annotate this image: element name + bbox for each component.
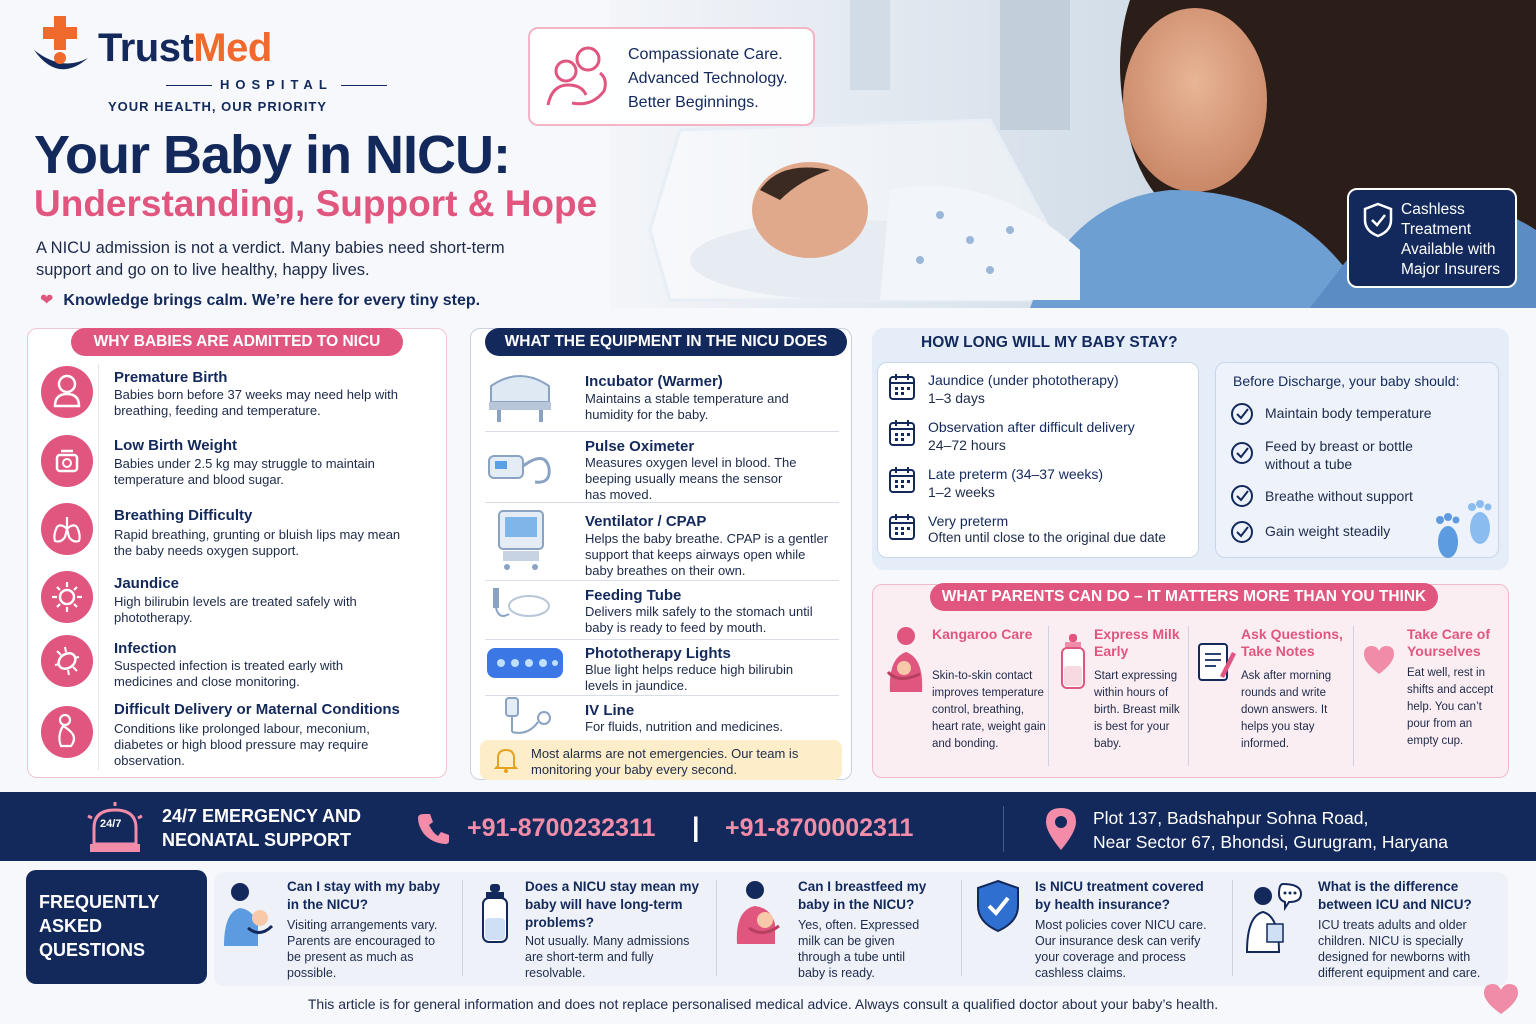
- parents-item-title: Ask Questions, Take Notes: [1241, 626, 1343, 659]
- faq-question: Can I stay with my baby in the NICU?: [287, 879, 441, 912]
- pregnant-icon: [41, 706, 93, 758]
- stay-item-value: Often until close to the original due date: [928, 530, 1166, 545]
- stay-item-title: Very preterm: [928, 513, 1009, 529]
- parents-item-title: Express Milk Early: [1094, 626, 1180, 659]
- parents-heading: WHAT PARENTS CAN DO – IT MATTERS MORE THAN YOU THINK: [930, 583, 1438, 611]
- discharge-item: Feed by breast or bottle without a tube: [1265, 438, 1413, 472]
- parents-item-desc: Ask after morning rounds and write down answers. It helps you stay informed.: [1241, 670, 1332, 750]
- trustmed-logo-icon: [30, 14, 92, 85]
- emergency-badge-text: 24/7: [100, 818, 122, 830]
- equipment-desc: For fluids, nutrition and medicines.: [585, 719, 783, 734]
- equipment-title: Pulse Oximeter: [585, 438, 695, 455]
- check-circle-icon: [1230, 520, 1254, 549]
- stay-item-value: 24–72 hours: [928, 437, 1006, 453]
- address-line-1: Plot 137, Badshahpur Sohna Road,: [1093, 808, 1369, 828]
- feeding-tube-icon: [485, 584, 557, 633]
- sun-icon: [41, 571, 93, 623]
- page-title: Your Baby in NICU:: [34, 125, 511, 185]
- faq-heading-box: [26, 870, 207, 984]
- discharge-item: Maintain body temperature: [1265, 405, 1432, 421]
- emergency-label: 24/7 EMERGENCY AND NEONATAL SUPPORT: [162, 806, 362, 850]
- faq-question: Is NICU treatment covered by health insurance?: [1035, 879, 1204, 912]
- breastfeeding-icon: [731, 876, 787, 951]
- equipment-heading: WHAT THE EQUIPMENT IN THE NICU DOES: [485, 328, 847, 356]
- check-circle-icon: [1230, 484, 1254, 513]
- parents-item-title: Take Care of Yourselves: [1407, 626, 1490, 659]
- brand-name: TrustMed: [98, 26, 272, 70]
- scale-icon: [41, 435, 93, 487]
- stay-list: [877, 362, 1199, 558]
- calendar-icon: [887, 512, 917, 547]
- why-item-title: Difficult Delivery or Maternal Conditions: [114, 701, 400, 718]
- tagline-line-2: Advanced Technology.: [628, 70, 788, 87]
- divider: [462, 880, 463, 976]
- why-item-title: Jaundice: [114, 575, 180, 592]
- divider: [716, 880, 717, 976]
- faq-answer: Visiting arrangements vary. Parents are encouraged to be present as much as possible.: [287, 918, 438, 980]
- faq-question: Does a NICU stay mean my baby will have long-term problems?: [525, 879, 700, 930]
- equipment-desc: Maintains a stable temperature and humidity for the baby.: [585, 391, 789, 422]
- phototherapy-lights-icon: [485, 644, 567, 689]
- faq-answer: Most policies cover NICU care. Our insurance desk can verify your coverage and process cashless claims.: [1035, 918, 1207, 980]
- why-item-title: Low Birth Weight: [114, 437, 238, 454]
- check-circle-icon: [1230, 402, 1254, 431]
- siren-icon: [82, 800, 148, 861]
- divider: [1353, 626, 1354, 766]
- calendar-icon: [887, 372, 917, 407]
- kangaroo-care-icon: [880, 622, 930, 699]
- shield-check-icon: [974, 878, 1022, 939]
- baby-icon: [41, 366, 93, 418]
- notepad-icon: [1196, 638, 1236, 689]
- equipment-title: Ventilator / CPAP: [585, 513, 707, 530]
- shield-check-icon: [1363, 202, 1393, 238]
- location-pin-icon: [1044, 806, 1078, 857]
- discharge-heading: Before Discharge, your baby should:: [1233, 373, 1460, 389]
- calendar-icon: [887, 465, 917, 500]
- germ-icon: [41, 635, 93, 687]
- brand-tagline: YOUR HEALTH, OUR PRIORITY: [108, 99, 328, 114]
- equipment-title: Phototherapy Lights: [585, 645, 731, 662]
- parents-item-desc: Skin-to-skin contact improves temperature control, breathing, heart rate, weight gain and bonding.: [932, 670, 1046, 750]
- oximeter-icon: [485, 440, 557, 501]
- stay-item-title: Jaundice (under phototherapy): [928, 372, 1119, 388]
- alarm-text: Most alarms are not emergencies. Our team is monitoring your baby every second.: [531, 746, 799, 777]
- calendar-icon: [887, 418, 917, 453]
- divider: [961, 880, 962, 976]
- iv-line-icon: [498, 696, 558, 741]
- bell-icon: [494, 746, 518, 779]
- stay-item-value: 1–2 weeks: [928, 484, 995, 500]
- ventilator-icon: [485, 507, 557, 578]
- parents-item-title: Kangaroo Care: [932, 626, 1033, 642]
- heart-icon: ❤: [40, 292, 54, 309]
- equipment-title: Incubator (Warmer): [585, 373, 723, 390]
- divider: [485, 502, 839, 503]
- heart-icon: [1362, 644, 1396, 681]
- why-heading: WHY BABIES ARE ADMITTED TO NICU: [71, 328, 403, 356]
- tagline-line-3: Better Beginnings.: [628, 94, 759, 111]
- tagline-card: [528, 27, 815, 126]
- why-item-desc: Conditions like prolonged labour, meconium, diabetes or high blood pressure may require observation.: [114, 721, 370, 768]
- equipment-desc: Measures oxygen level in blood. The beeping usually means the sensor has moved.: [585, 455, 797, 502]
- why-item-desc: Babies under 2.5 kg may struggle to maintain temperature and blood sugar.: [114, 456, 375, 487]
- divider: [485, 431, 839, 432]
- parents-item-desc: Start expressing within hours of birth. Breast milk is best for your baby.: [1094, 670, 1180, 750]
- divider: [1048, 626, 1049, 766]
- faq-question: What is the difference between ICU and NICU?: [1318, 879, 1472, 912]
- divider: [485, 639, 839, 640]
- stay-item-title: Late preterm (34–37 weeks): [928, 466, 1104, 482]
- disclaimer: This article is for general information and does not replace personalised medical advice. Always consult a qualified doctor about your baby’s health.: [307, 996, 1219, 1012]
- discharge-item: Gain weight steadily: [1265, 523, 1391, 539]
- doctor-icon: [1243, 880, 1305, 959]
- faq-answer: Not usually. Many admissions are short-term and fully resolvable.: [525, 934, 690, 980]
- divider: [98, 364, 99, 770]
- baby-feet-icon: [1428, 498, 1500, 569]
- discharge-item: Breathe without support: [1265, 488, 1413, 504]
- divider: [1232, 880, 1233, 976]
- phone-separator: |: [692, 812, 700, 842]
- stay-item-title: Observation after difficult delivery: [928, 419, 1135, 435]
- parents-item-desc: Eat well, rest in shifts and accept help. You can’t pour from an empty cup.: [1407, 667, 1494, 747]
- why-item-title: Premature Birth: [114, 369, 228, 386]
- calm-note: ❤ Knowledge brings calm. We’re here for every tiny step.: [40, 292, 481, 309]
- address-line-2: Near Sector 67, Bhondsi, Gurugram, Haryana: [1093, 832, 1449, 852]
- phone-icon: [416, 810, 452, 851]
- why-item-title: Infection: [114, 640, 177, 657]
- divider: [1188, 626, 1189, 766]
- faq-heading: FREQUENTLY ASKED QUESTIONS: [39, 892, 160, 960]
- brand-subtitle: HOSPITAL: [158, 77, 395, 92]
- equipment-desc: Delivers milk safely to the stomach until baby is ready to feed by mouth.: [585, 604, 813, 635]
- cashless-badge: Cashless Treatment Available with Major Insurers: [1347, 188, 1517, 288]
- equipment-desc: Helps the baby breathe. CPAP is a gentler support that keeps airways open while baby breathes on their own.: [585, 531, 829, 578]
- equipment-desc: Blue light helps reduce high bilirubin levels in jaundice.: [585, 662, 794, 693]
- intro-text: A NICU admission is not a verdict. Many babies need short-term support and go on to live healthy, happy lives.: [36, 239, 505, 279]
- divider: [1003, 806, 1004, 852]
- bottle-icon: [479, 882, 511, 951]
- page-subtitle: Understanding, Support & Hope: [34, 183, 598, 224]
- stay-item-value: 1–3 days: [928, 390, 985, 406]
- parent-baby-icon: [220, 878, 274, 953]
- why-item-desc: Babies born before 37 weeks may need help with breathing, feeding and temperature.: [114, 387, 399, 418]
- milk-bottle-icon: [1058, 632, 1088, 697]
- tagline-line-1: Compassionate Care.: [628, 46, 783, 63]
- incubator-icon: [485, 366, 555, 431]
- heart-icon: [1482, 982, 1520, 1021]
- why-item-desc: Rapid breathing, grunting or bluish lips may mean the baby needs oxygen support.: [114, 527, 401, 558]
- equipment-title: IV Line: [585, 702, 635, 719]
- why-item-desc: Suspected infection is treated early with medicines and close monitoring.: [114, 658, 344, 689]
- equipment-title: Feeding Tube: [585, 587, 682, 604]
- phone-link-1[interactable]: +91-8700232311: [467, 814, 656, 842]
- lungs-icon: [41, 503, 93, 555]
- address: [1093, 806, 1448, 854]
- check-circle-icon: [1230, 441, 1254, 470]
- why-item-title: Breathing Difficulty: [114, 507, 253, 524]
- why-item-desc: High bilirubin levels are treated safely with phototherapy.: [114, 594, 357, 625]
- faq-answer: ICU treats adults and older children. NICU is specially designed for newborns with different equipment and care.: [1318, 918, 1481, 980]
- stay-heading: HOW LONG WILL MY BABY STAY?: [921, 334, 1178, 351]
- divider: [485, 580, 839, 581]
- faq-question: Can I breastfeed my baby in the NICU?: [798, 879, 927, 912]
- mother-baby-icon: [542, 43, 614, 113]
- phone-link-2[interactable]: +91-8700002311: [725, 814, 914, 842]
- faq-answer: Yes, often. Expressed milk can be given through a tube until baby is ready.: [798, 918, 920, 980]
